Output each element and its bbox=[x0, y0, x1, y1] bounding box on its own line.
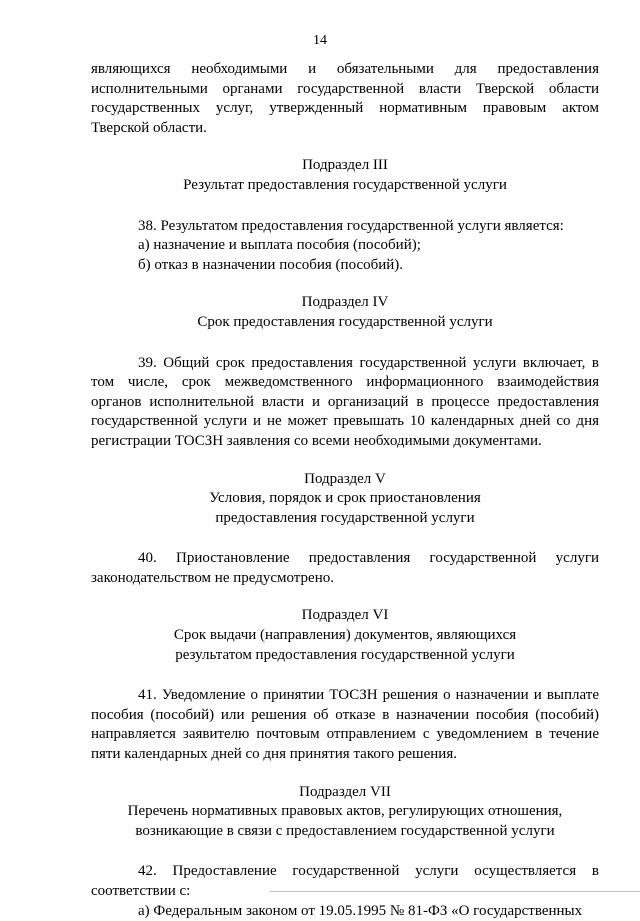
item-40: 40. Приостановление предоставления государственной услуги законодательством не предусмотрено. bbox=[91, 550, 599, 586]
item-42-a: а) Федеральным законом от 19.05.1995 № 81-ФЗ «О государственных bbox=[138, 902, 583, 919]
section-title-5-line-1: Условия, порядок и срок приостановления bbox=[209, 490, 481, 507]
item-38-a: а) назначение и выплата пособия (пособий); bbox=[138, 237, 421, 254]
section-title-7-line-2: возникающие в связи с предоставлением государственной услуги bbox=[135, 822, 555, 839]
document-body bbox=[91, 60, 599, 921]
item-42: 42. Предоставление государственной услуги осуществляется в соответствии с: bbox=[91, 863, 599, 899]
section-title-7-line-1: Перечень нормативных правовых актов, регулирующих отношения, bbox=[127, 803, 563, 820]
item-38-b: б) отказ в назначении пособия (пособий). bbox=[138, 256, 404, 273]
section-label-3: Подраздел III bbox=[302, 157, 388, 174]
intro-paragraph: являющихся необходимыми и обязательными для предоставления исполнительными органами государственной власти Тверской области государственных услуг, утвержденный нормативным правовым актом Тверской области. bbox=[91, 61, 599, 136]
section-label-6: Подраздел VI bbox=[301, 607, 389, 624]
section-title-4: Срок предоставления государственной услуги bbox=[197, 313, 493, 330]
section-title-6-line-2: результатом предоставления государственной услуги bbox=[175, 646, 515, 663]
section-label-7: Подраздел VII bbox=[299, 783, 391, 800]
section-title-3: Результат предоставления государственной услуги bbox=[183, 176, 507, 193]
item-38: 38. Результатом предоставления государственной услуги является: bbox=[138, 217, 564, 234]
section-label-4: Подраздел IV bbox=[301, 294, 389, 311]
section-title-5-line-2: предоставления государственной услуги bbox=[215, 509, 475, 526]
page-number: 14 bbox=[313, 33, 327, 48]
item-41: 41. Уведомление о принятии ТОСЗН решения о назначении и выплате пособия (пособий) или решения об отказе в назначении пособия (пособий) направляется заявителю почтовым отправлением с уведомлением в течение пяти календарных дней со дня принятия такого решения. bbox=[91, 687, 599, 763]
section-label-5: Подраздел V bbox=[304, 470, 386, 487]
item-39: 39. Общий срок предоставления государственной услуги включает, в том числе, срок межведомственного информационного взаимодействия органов исполнительной власти и организаций в процессе предоставления государственной услуги и не может превышать 10 календарных дней со дня регистрации ТОСЗН заявления со всеми необходимыми документами. bbox=[91, 354, 599, 449]
section-title-6-line-1: Срок выдачи (направления) документов, являющихся bbox=[173, 627, 517, 644]
scan-artifact-line bbox=[270, 891, 640, 892]
